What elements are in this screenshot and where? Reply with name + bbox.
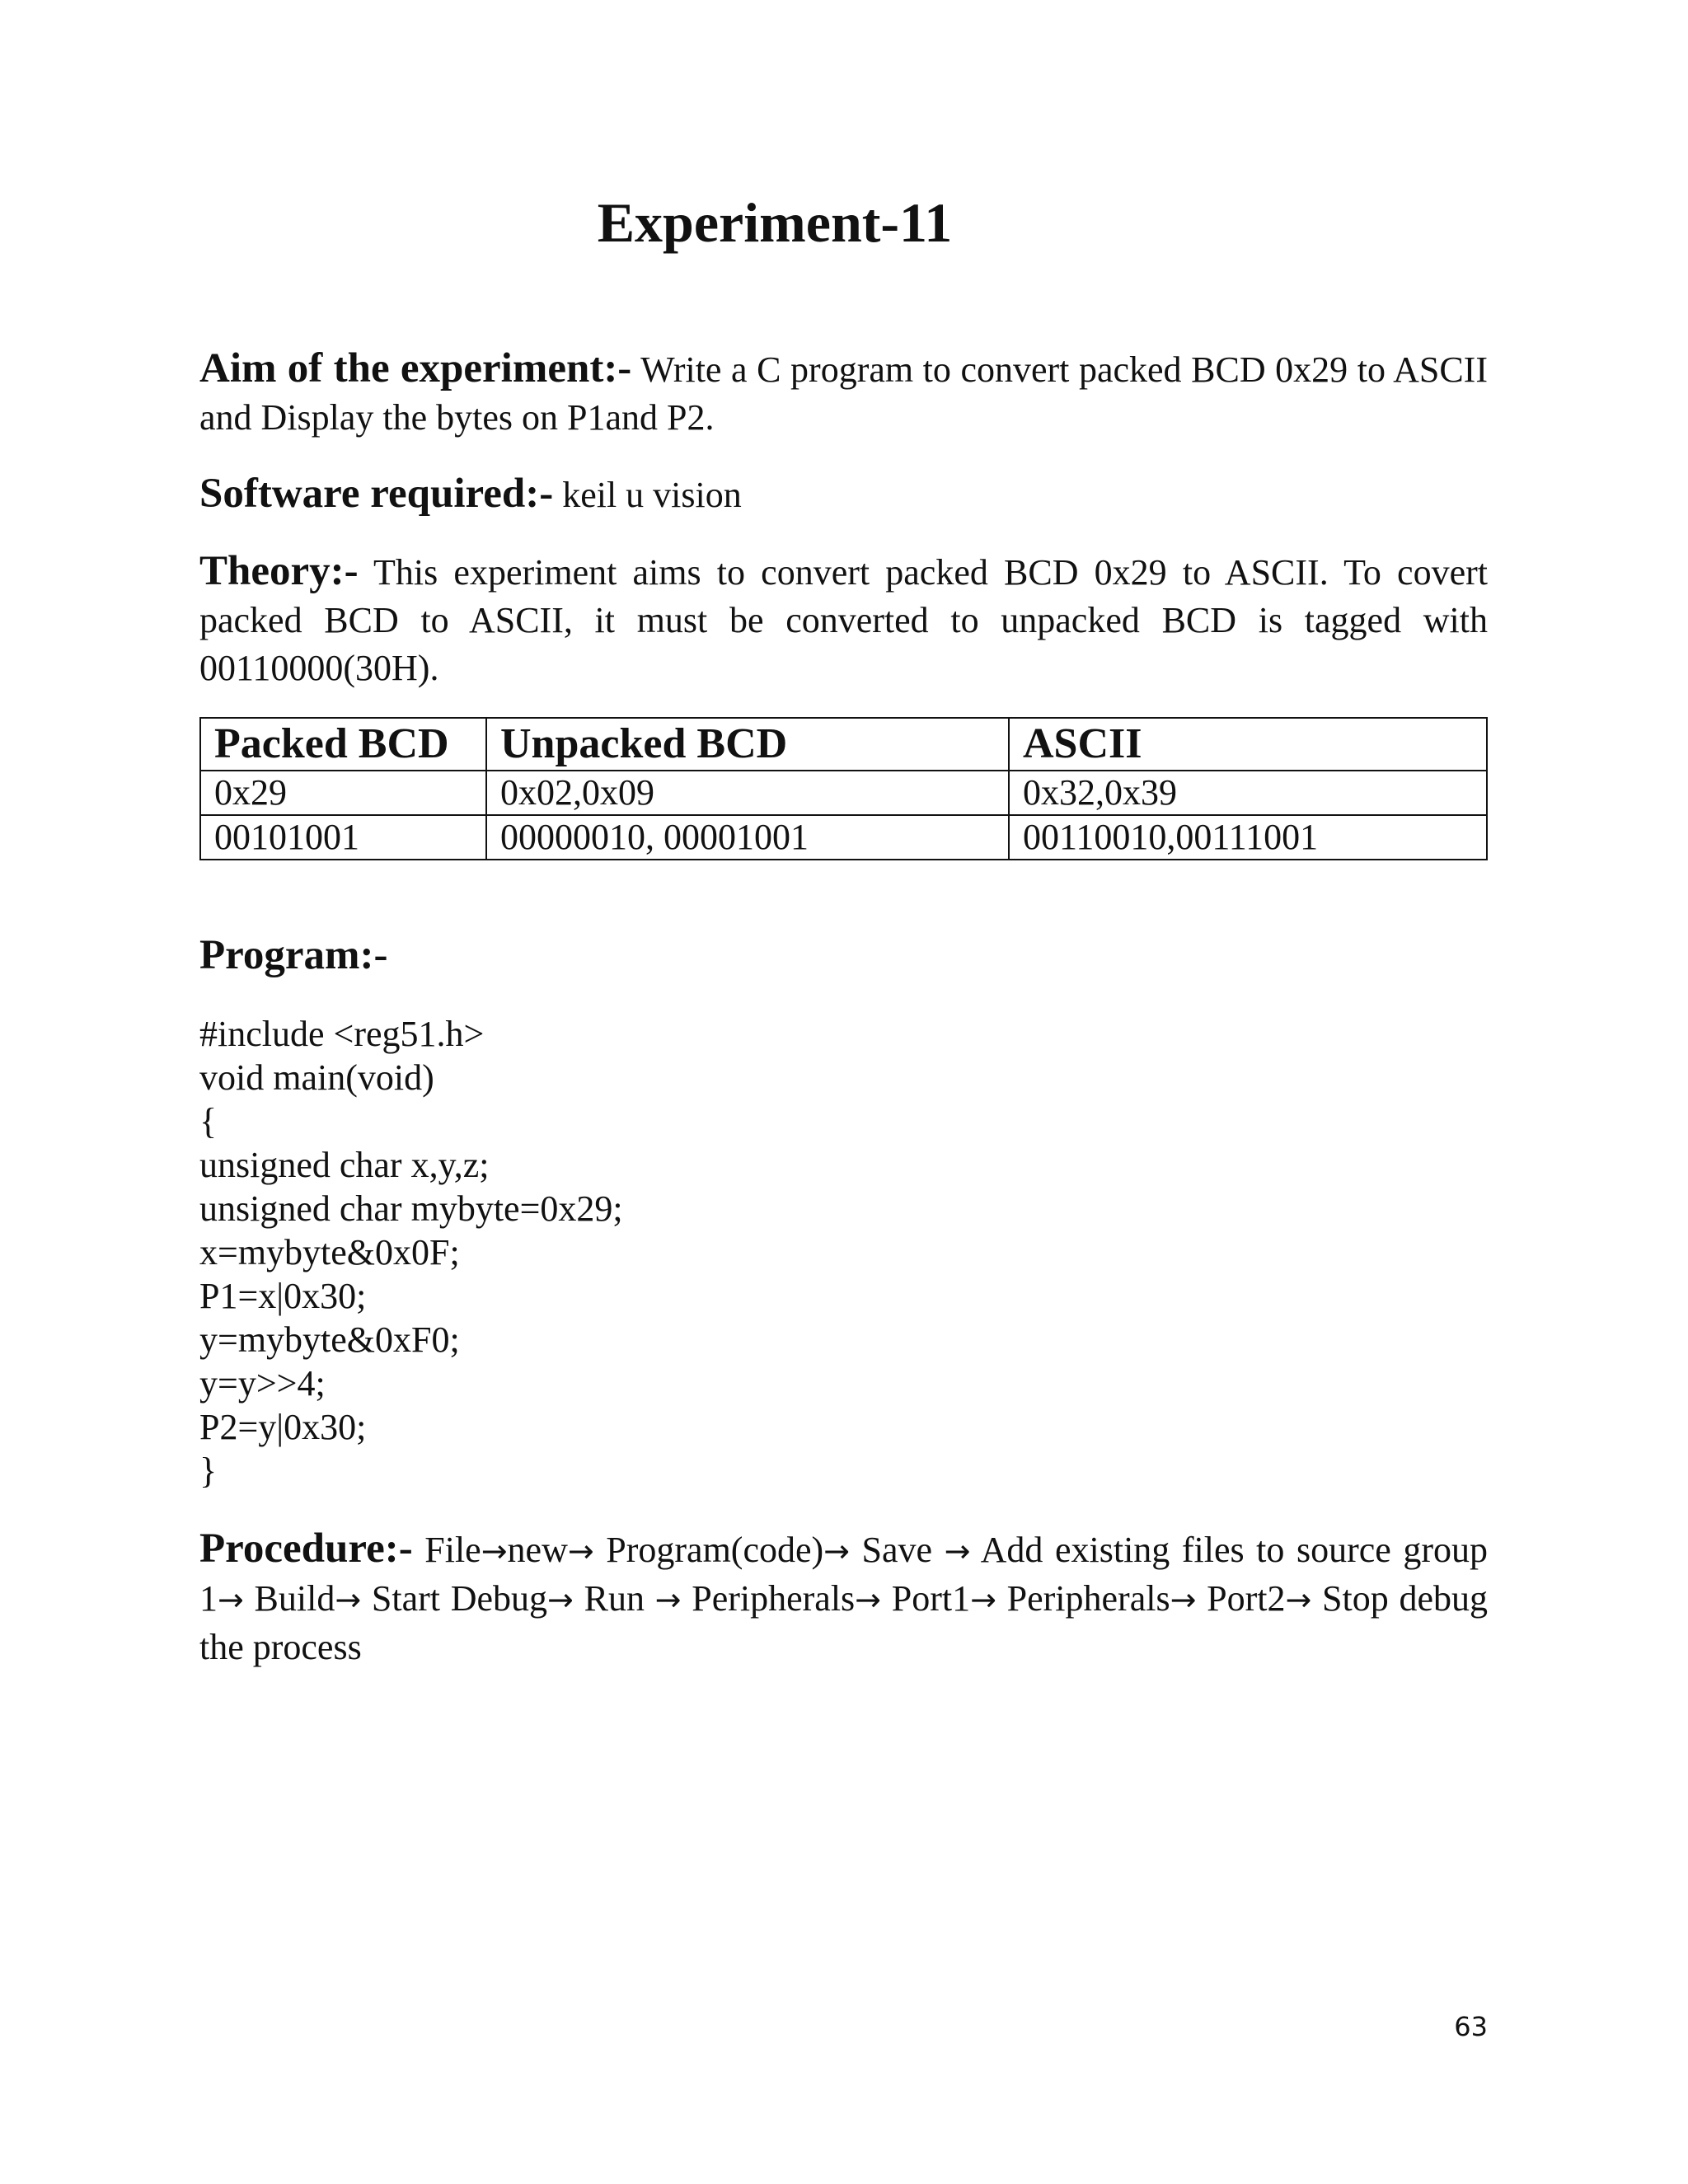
- procedure-step: Start Debug: [361, 1578, 548, 1619]
- aim-paragraph: [199, 344, 1488, 442]
- software-paragraph: [199, 470, 1488, 519]
- procedure-section: [199, 1525, 1488, 1671]
- procedure-step: Peripherals: [681, 1578, 856, 1619]
- arrow-icon: →: [855, 1582, 882, 1618]
- procedure-step: Program(code): [593, 1530, 824, 1570]
- software-section: [199, 470, 1488, 519]
- table-header-cell: ASCII: [1009, 718, 1487, 771]
- code-line: P2=y|0x30;: [199, 1407, 367, 1447]
- code-line: y=y>>4;: [199, 1363, 326, 1404]
- table-cell: 00101001: [200, 815, 486, 860]
- theory-paragraph: [199, 547, 1488, 692]
- code-line: #include <reg51.h>: [199, 1014, 485, 1054]
- software-heading: Software required:-: [199, 471, 554, 517]
- bcd-table-section: [199, 717, 1488, 860]
- bcd-conversion-table: [199, 717, 1488, 860]
- table-row: [200, 771, 1487, 815]
- program-heading-section: [199, 931, 1488, 979]
- procedure-step: File: [424, 1530, 481, 1570]
- procedure-step: Peripherals: [996, 1578, 1170, 1619]
- code-line: {: [199, 1101, 218, 1141]
- arrow-icon: →: [823, 1533, 850, 1569]
- arrow-icon: →: [1285, 1582, 1312, 1618]
- software-text: keil u vision: [562, 475, 742, 515]
- table-cell: 00110010,00111001: [1009, 815, 1487, 860]
- procedure-step: Build: [243, 1578, 335, 1619]
- arrow-icon: →: [654, 1582, 682, 1618]
- aim-section: [199, 344, 1488, 442]
- procedure-heading: Procedure:-: [199, 1526, 413, 1572]
- procedure-paragraph: [199, 1525, 1488, 1671]
- table-cell: 0x29: [200, 771, 486, 815]
- code-line: P1=x|0x30;: [199, 1276, 367, 1316]
- arrow-icon: →: [481, 1533, 508, 1569]
- table-row: [200, 815, 1487, 860]
- table-header-cell: Packed BCD: [200, 718, 486, 771]
- arrow-icon: →: [567, 1533, 594, 1569]
- arrow-icon: →: [547, 1582, 574, 1618]
- arrow-icon: →: [1170, 1582, 1197, 1618]
- program-heading: Program:-: [199, 932, 388, 978]
- procedure-step: Add existing files to source group 1: [199, 1530, 1488, 1619]
- code-line: unsigned char x,y,z;: [199, 1145, 490, 1185]
- table-header-cell: Unpacked BCD: [486, 718, 1009, 771]
- procedure-step: Stop debug the process: [199, 1578, 1488, 1667]
- procedure-step: Run: [573, 1578, 655, 1619]
- page-title: Experiment-11: [597, 191, 953, 254]
- table-cell: 0x02,0x09: [486, 771, 1009, 815]
- table-cell: 00000010, 00001001: [486, 815, 1009, 860]
- procedure-step: Port1: [881, 1578, 971, 1619]
- program-code: [199, 1012, 1488, 1493]
- table-header-row: [200, 718, 1487, 771]
- procedure-step: Port2: [1207, 1578, 1286, 1619]
- table-cell: 0x32,0x39: [1009, 771, 1487, 815]
- procedure-step: new: [507, 1530, 568, 1570]
- theory-heading: Theory:-: [199, 548, 359, 594]
- aim-text: Write a C program to convert packed BCD 0x29 to ASCII and Display the bytes on P1and P2.: [199, 349, 1488, 438]
- aim-heading: Aim of the experiment:-: [199, 345, 632, 391]
- arrow-icon: →: [335, 1582, 362, 1618]
- arrow-icon: →: [970, 1582, 996, 1618]
- theory-section: [199, 547, 1488, 692]
- page-number: 63: [1454, 2011, 1488, 2042]
- code-line: y=mybyte&0xF0;: [199, 1319, 460, 1360]
- code-line: void main(void): [199, 1057, 434, 1098]
- code-line: unsigned char mybyte=0x29;: [199, 1188, 623, 1229]
- code-line: x=mybyte&0x0F;: [199, 1232, 460, 1272]
- code-line: }: [199, 1451, 218, 1491]
- arrow-icon: →: [944, 1533, 971, 1569]
- procedure-step: Save: [850, 1530, 945, 1570]
- arrow-icon: →: [218, 1582, 244, 1618]
- theory-text: This experiment aims to convert packed BCD 0x29 to ASCII. To covert packed BCD to ASCII, it must be converted to unpacked BCD is tagged with 00110000(30H).: [199, 552, 1488, 688]
